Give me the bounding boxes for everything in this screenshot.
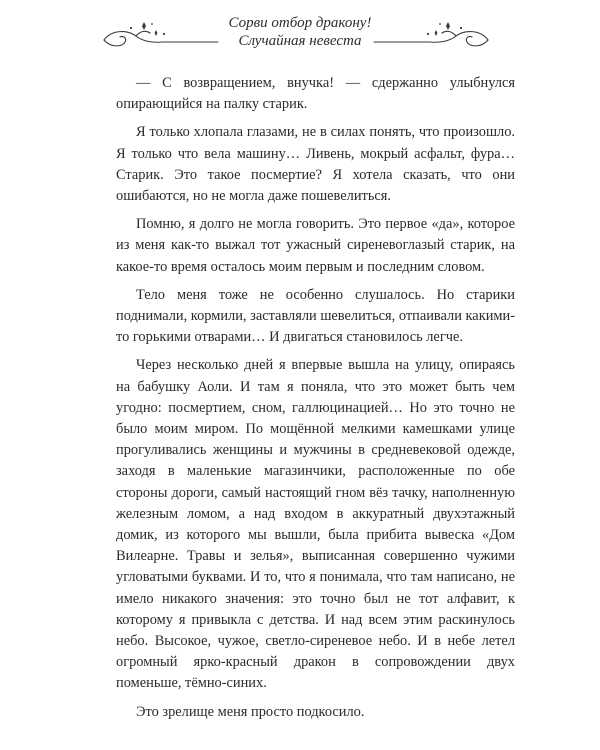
running-title [220, 14, 380, 50]
left-ornament-icon [100, 18, 224, 58]
page-body [116, 73, 515, 730]
paragraph: — С возвращением, внучка! — сдержанно улыбнулся опирающийся на палку старик. [116, 75, 515, 113]
running-title-line2: Случайная невеста [238, 33, 362, 49]
paragraph: Я только хлопала глазами, не в силах понять, что произошло. Я только что вела машину… Ливень, мокрый асфальт, фура… Старик. Это такое посмертие? Я хотела сказать, что они ошибаются, но не могла даже пошевелиться. [116, 124, 515, 205]
paragraph: Через несколько дней я впервые вышла на улицу, опираясь на бабушку Аоли. И там я поняла, что это может быть чем угодно: посмертием, сном, галлюцинацией… Но это точно не было моим миром. По мощённой мелкими камешками улице прогуливались женщины и мужчины в средневековой одежде, заходя в маленькие магазинчики, расположенные по обе стороны дороги, самый настоящий гном вёз тачку, наполненную железным ломом, а над входом в аккуратный двухэтажный домик, из которого мы вышли, была прибита вывеска «Дом Вилеарне. Травы и зелья», выписанная совершенно чужими угловатыми буквами. И то, что я понимала, что там написано, не имело никакого значения: это точно был не тот алфавит, к которому я привыкла с детства. И над всем этим раскинулось небо. Высокое, чужое, светло-сиреневое небо. И в небе летел огромный ярко-красный дракон в сопровождении двух поменьше, тёмно-синих. [116, 357, 515, 692]
paragraph: Помню, я долго не могла говорить. Это первое «да», которое из меня как-то выжал тот ужасный сиреневоглазый старик, на какое-то время осталось моим первым и последним словом. [116, 216, 515, 275]
right-ornament-icon [368, 18, 492, 58]
paragraph: Это зрелище меня просто подкосило. [136, 703, 365, 720]
running-title-line1: Сорви отбор дракону! [228, 15, 372, 31]
paragraph: Тело меня тоже не особенно слушалось. Но старики поднимали, кормили, заставляли шевелиться, отпаивали какими-то горькими отварами… И двигаться становилось легче. [116, 286, 515, 346]
page-header [0, 8, 600, 64]
